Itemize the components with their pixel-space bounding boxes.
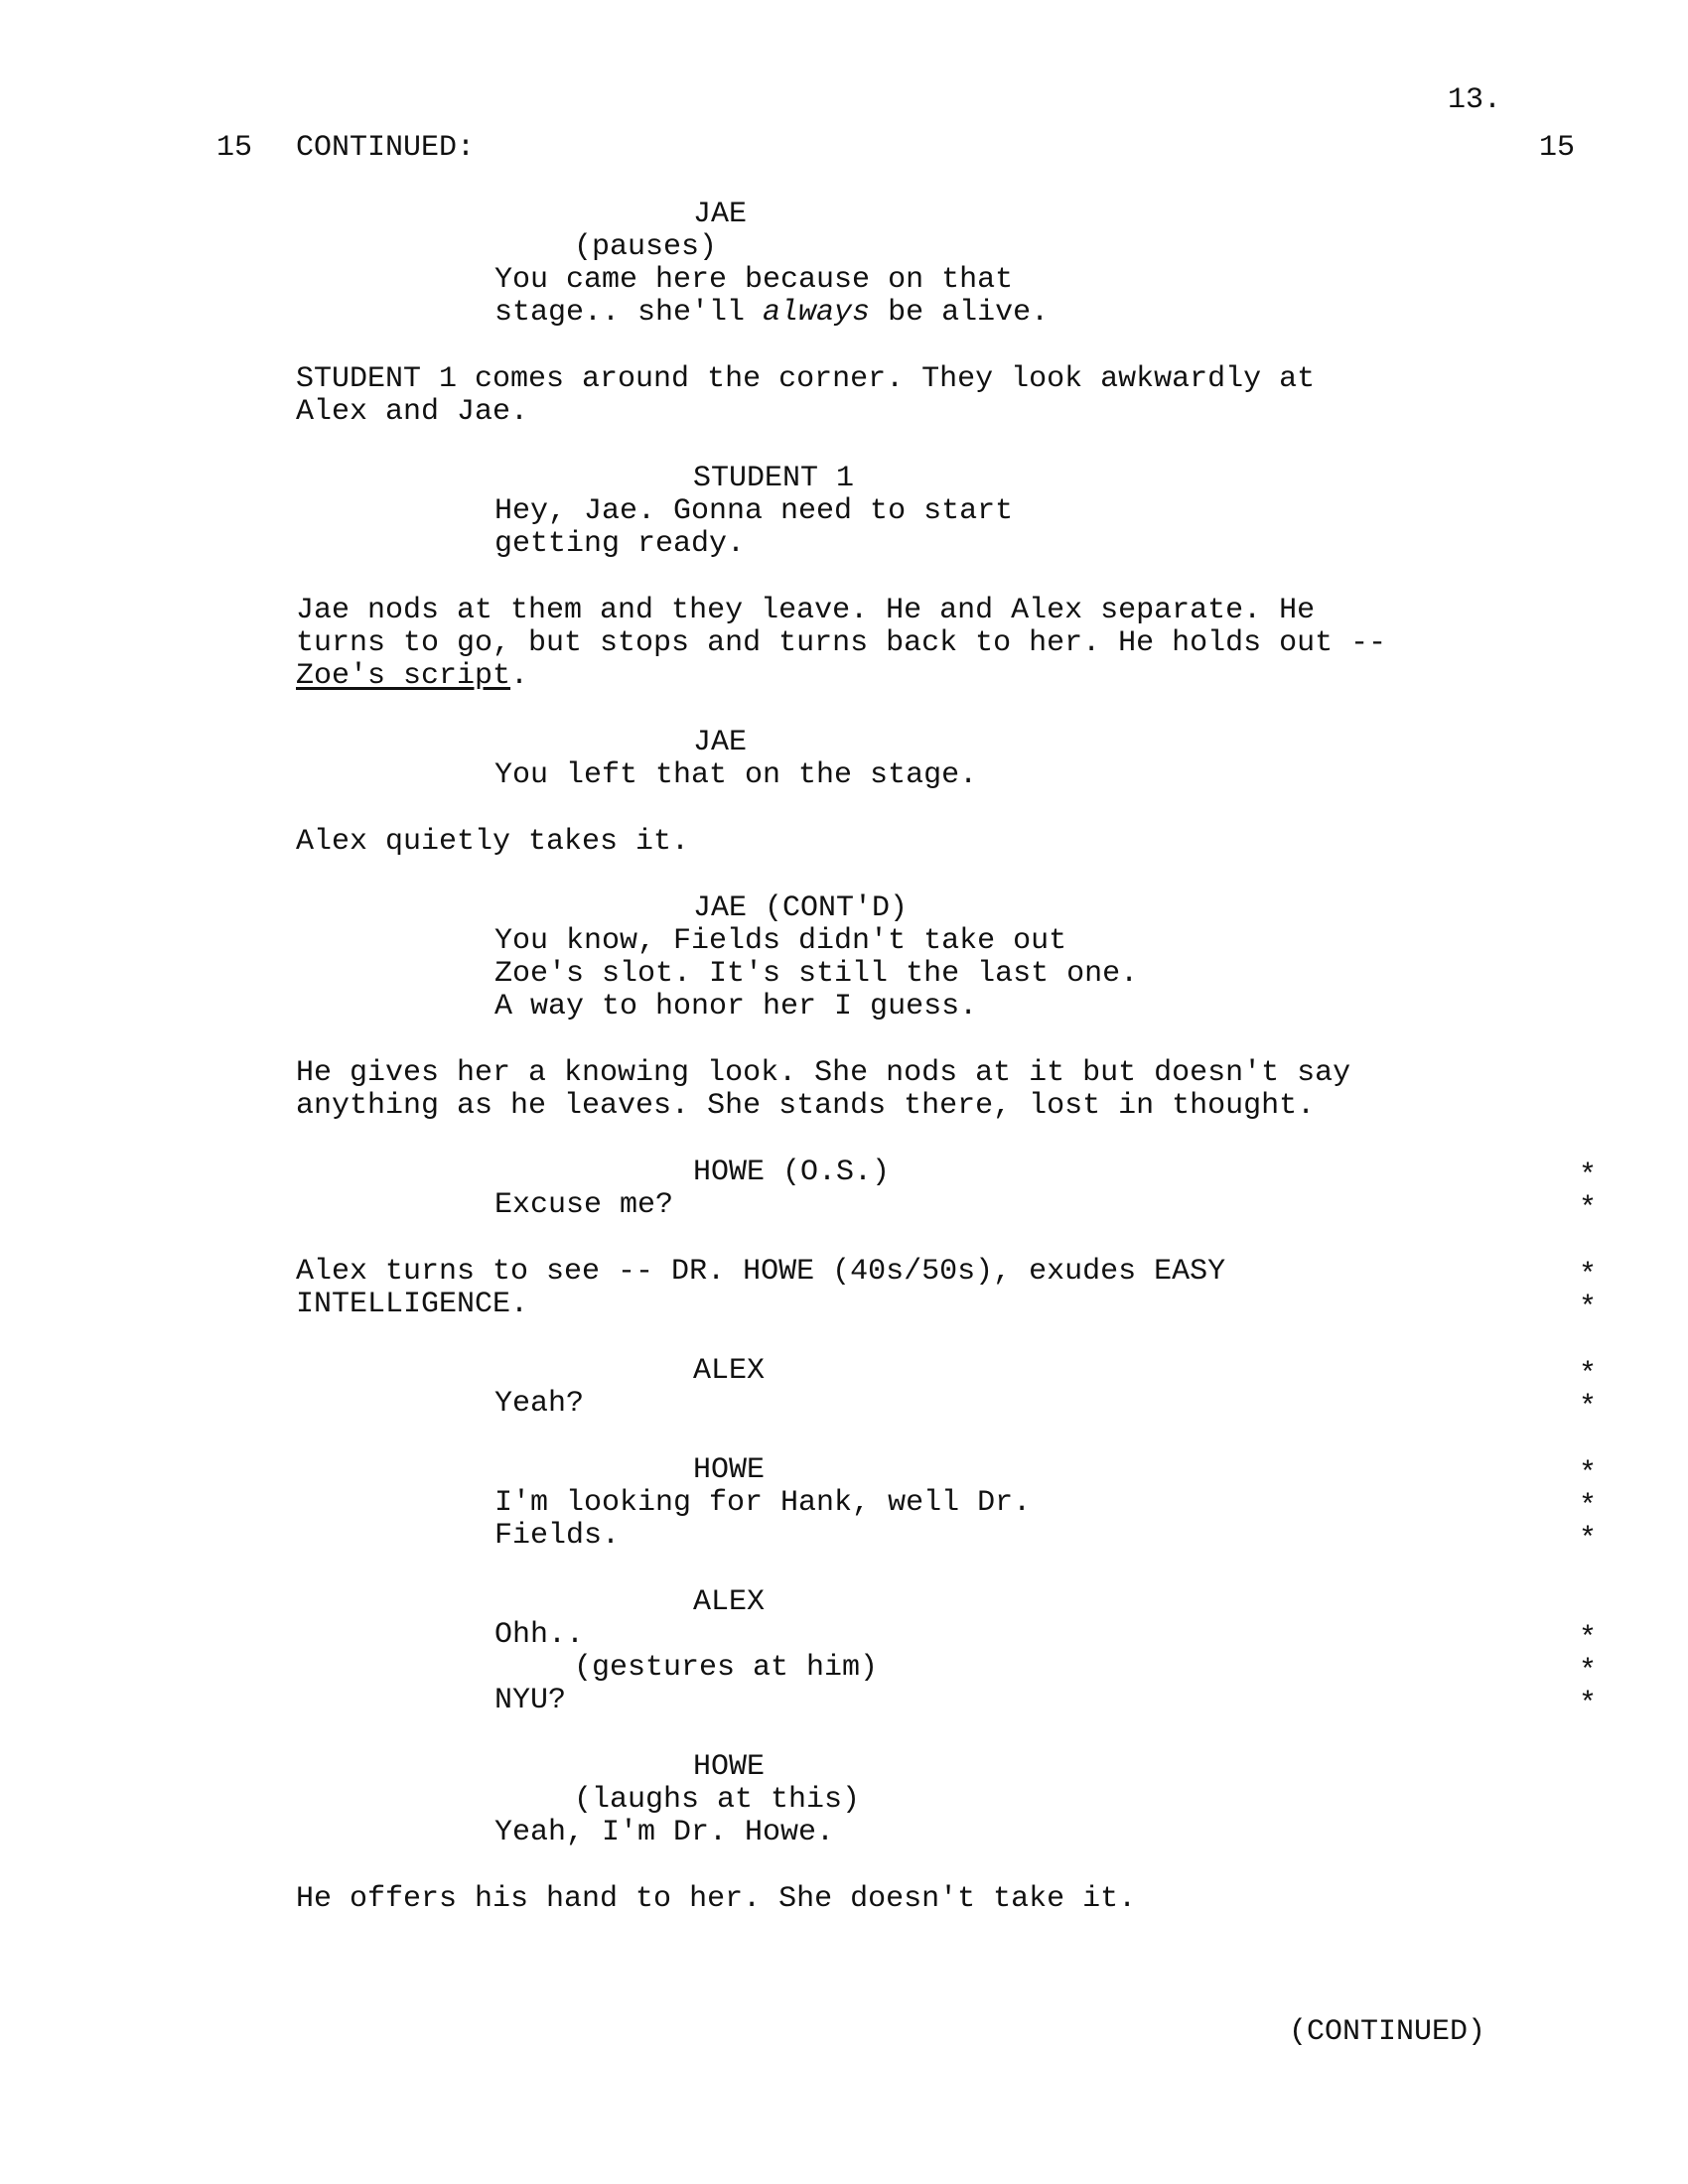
dialogue-line: You left that on the stage. <box>494 758 978 792</box>
action-line: turns to go, but stops and turns back to her. He holds out -- <box>296 626 1387 660</box>
character-name: HOWE <box>693 1750 766 1784</box>
revision-mark: * <box>1579 1192 1598 1226</box>
revision-mark: * <box>1579 1292 1598 1325</box>
action-line: He offers his hand to her. She doesn't take it. <box>296 1882 1137 1916</box>
dialogue-line: I'm looking for Hank, well Dr. <box>494 1486 1032 1520</box>
parenthetical: (pauses) <box>574 230 718 264</box>
continued-footer: (CONTINUED) <box>1289 2015 1486 2049</box>
dialogue-line: Zoe's slot. It's still the last one. <box>494 957 1139 991</box>
character-name: JAE <box>693 198 748 231</box>
dialogue-line: stage.. she'll always be alive. <box>494 296 1050 330</box>
parenthetical: (gestures at him) <box>574 1651 879 1685</box>
action-line: Alex turns to see -- DR. HOWE (40s/50s), exudes EASY <box>296 1255 1226 1289</box>
dialogue-line: getting ready. <box>494 527 746 561</box>
page-number: 13. <box>1448 83 1502 117</box>
character-name: ALEX <box>693 1354 766 1388</box>
scene-number-left: 15 <box>216 131 253 165</box>
revision-mark: * <box>1579 1160 1598 1193</box>
scene-heading: CONTINUED: <box>296 131 476 165</box>
dialogue-line: Excuse me? <box>494 1188 674 1222</box>
revision-mark: * <box>1579 1259 1598 1293</box>
action-line: Alex and Jae. <box>296 395 529 429</box>
revision-mark: * <box>1579 1358 1598 1392</box>
character-name: HOWE (O.S.) <box>693 1156 891 1189</box>
revision-mark: * <box>1579 1490 1598 1524</box>
action-line: anything as he leaves. She stands there, lost in thought. <box>296 1089 1316 1123</box>
revision-mark: * <box>1579 1655 1598 1689</box>
action-line: He gives her a knowing look. She nods at it but doesn't say <box>296 1056 1351 1090</box>
dialogue-line: You came here because on that <box>494 263 1014 297</box>
action-line: Zoe's script. <box>296 659 529 693</box>
action-line: INTELLIGENCE. <box>296 1288 529 1321</box>
dialogue-line: Fields. <box>494 1519 621 1553</box>
dialogue-line: Yeah, I'm Dr. Howe. <box>494 1816 835 1849</box>
action-line: Alex quietly takes it. <box>296 825 690 859</box>
dialogue-line: Ohh.. <box>494 1618 585 1652</box>
revision-mark: * <box>1579 1457 1598 1491</box>
character-name: JAE (CONT'D) <box>693 891 909 925</box>
action-line: STUDENT 1 comes around the corner. They look awkwardly at <box>296 362 1316 396</box>
emphasis-text: always <box>763 296 871 330</box>
dialogue-line: Hey, Jae. Gonna need to start <box>494 494 1014 528</box>
dialogue-line: Yeah? <box>494 1387 585 1421</box>
character-name: STUDENT 1 <box>693 462 855 495</box>
character-name: ALEX <box>693 1585 766 1619</box>
revision-mark: * <box>1579 1688 1598 1721</box>
dialogue-line: NYU? <box>494 1684 567 1717</box>
scene-number-right: 15 <box>1539 131 1576 165</box>
underlined-prop: Zoe's script <box>296 659 511 693</box>
character-name: HOWE <box>693 1453 766 1487</box>
revision-mark: * <box>1579 1391 1598 1425</box>
dialogue-line: You know, Fields didn't take out <box>494 924 1067 958</box>
parenthetical: (laughs at this) <box>574 1783 861 1817</box>
character-name: JAE <box>693 726 748 759</box>
revision-mark: * <box>1579 1622 1598 1656</box>
revision-mark: * <box>1579 1523 1598 1557</box>
action-line: Jae nods at them and they leave. He and Alex separate. He <box>296 594 1316 627</box>
dialogue-line: A way to honor her I guess. <box>494 990 978 1024</box>
